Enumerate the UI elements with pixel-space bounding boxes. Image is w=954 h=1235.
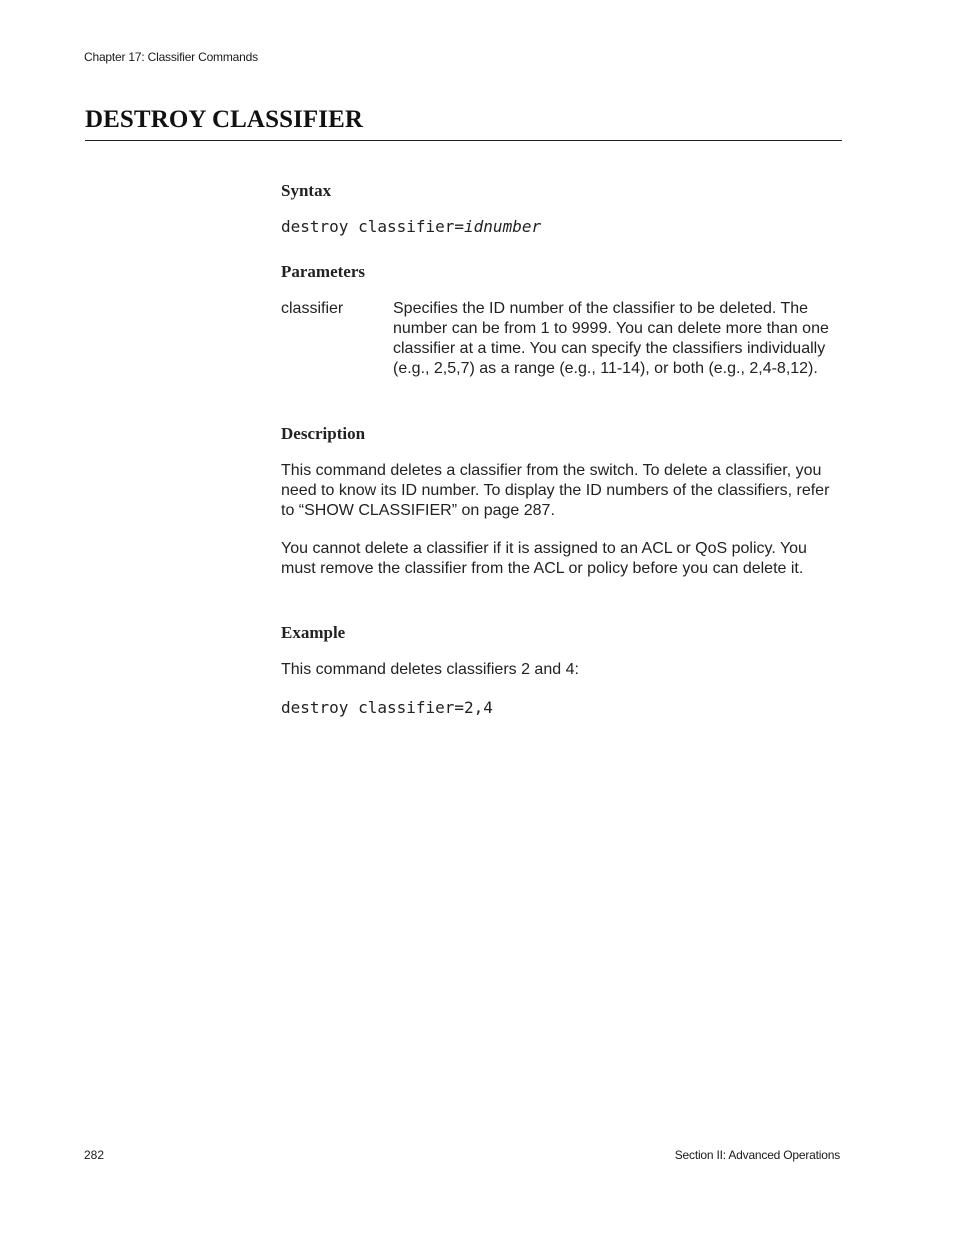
- syntax-argument: idnumber: [464, 217, 542, 236]
- parameter-name: classifier: [281, 300, 344, 317]
- page-title: DESTROY CLASSIFIER: [85, 106, 364, 133]
- syntax-command: [281, 217, 541, 236]
- syntax-heading: Syntax: [281, 181, 332, 200]
- title-rule: [85, 140, 842, 141]
- page-number: 282: [84, 1148, 105, 1162]
- description-paragraph-2: You cannot delete a classifier if it is assigned to an ACL or QoS policy. You must remove the classifier from the ACL or policy before you can delete it.: [281, 540, 807, 577]
- example-command: destroy classifier=2,4: [281, 698, 493, 717]
- example-intro: This command deletes classifiers 2 and 4:: [281, 661, 579, 678]
- description-heading: Description: [281, 424, 366, 443]
- example-heading: Example: [281, 623, 346, 642]
- description-paragraph-1: This command deletes a classifier from the switch. To delete a classifier, you need to know its ID number. To display the ID numbers of the classifiers, refer to “SHOW CLASSIFIER” on page 287.: [281, 462, 830, 519]
- running-header: Chapter 17: Classifier Commands: [84, 50, 258, 64]
- parameters-heading: Parameters: [281, 262, 366, 281]
- footer-section: Section II: Advanced Operations: [674, 1148, 840, 1162]
- syntax-command-text: destroy classifier=: [281, 217, 465, 236]
- parameter-description: Specifies the ID number of the classifier to be deleted. The number can be from 1 to 9999. You can delete more than one classifier at a time. You can specify the classifiers individually (e.g., 2,5,7) as a range (e.g., 11-14), or both (e.g., 2,4-8,12).: [393, 300, 829, 377]
